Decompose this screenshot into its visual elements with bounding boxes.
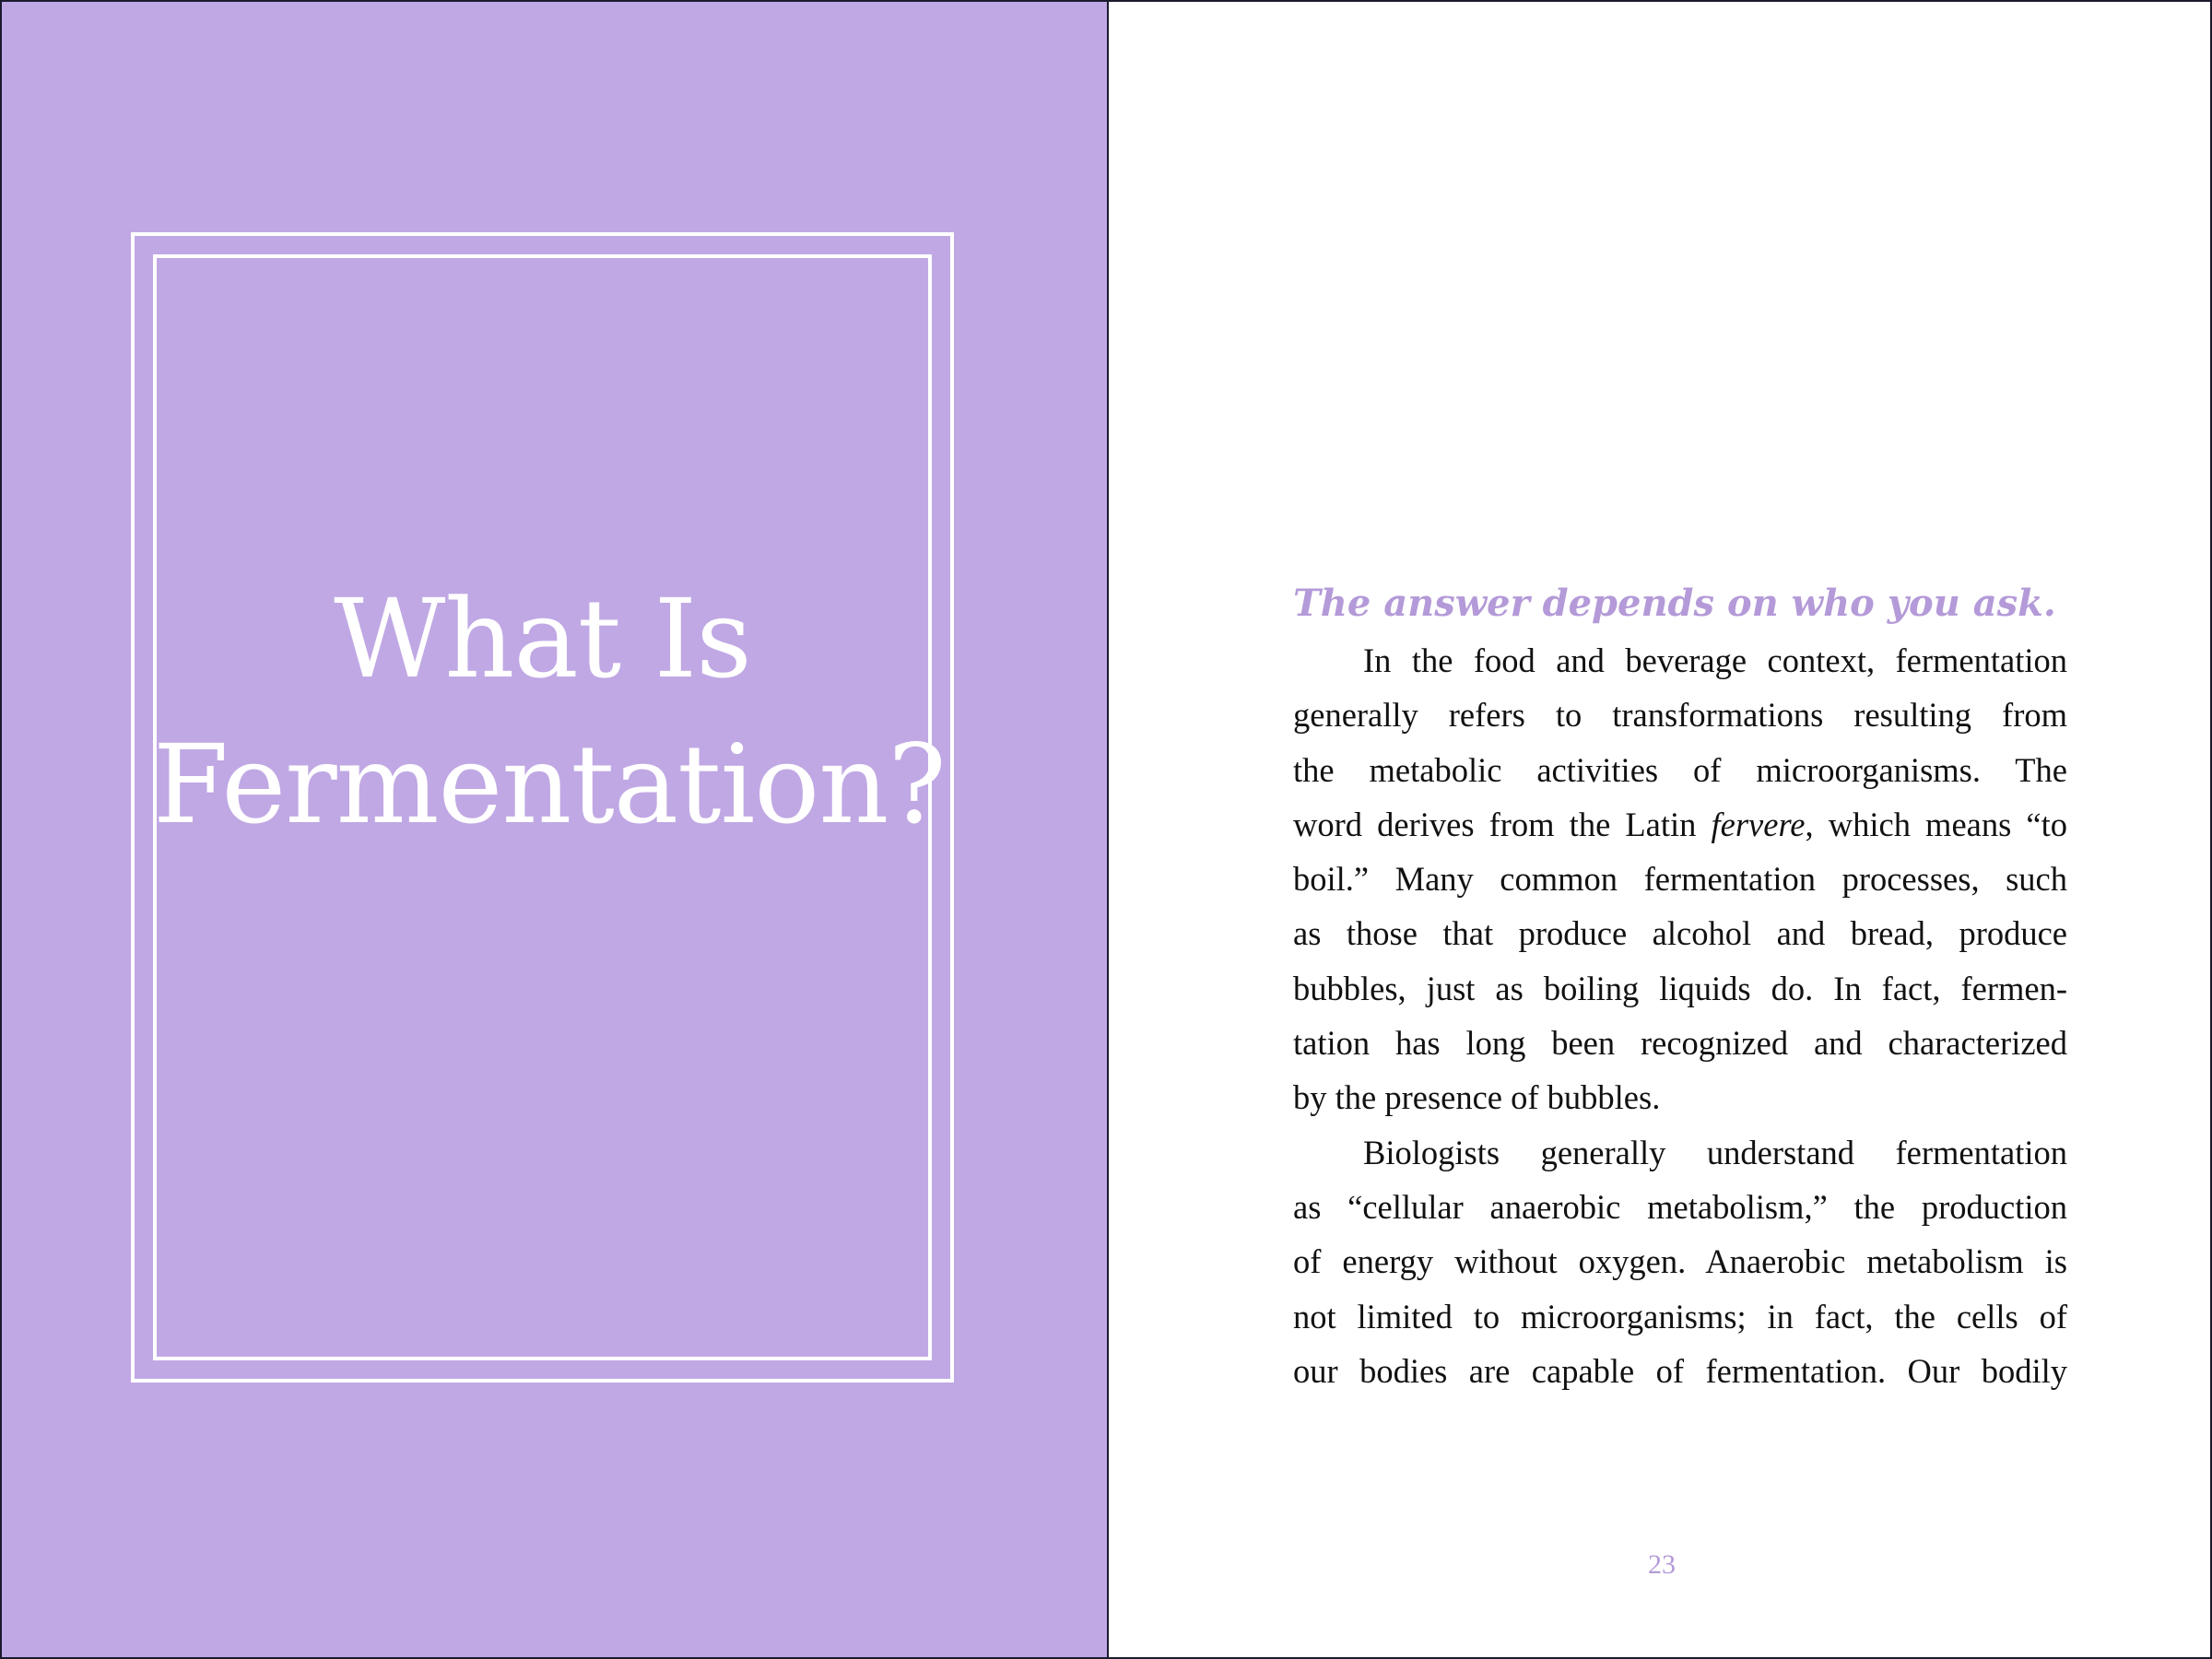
paragraph-1-line-4-end: , which means “to	[1805, 805, 2067, 843]
paragraph-1-line-3: the metabolic activities of microorganisms. The	[1293, 750, 2067, 789]
paragraph-1-line-4-start: word derives from the Latin	[1293, 805, 1697, 843]
paragraph-1-line-7: bubbles, just as boiling liquids do. In fact, fermen-	[1293, 969, 2067, 1007]
paragraph-2-line-2: as “cellular anaerobic metabolism,” the production	[1293, 1187, 2067, 1226]
latin-term-fervere: fervere	[1711, 805, 1806, 843]
paragraph-1-line-5: boil.” Many common fermentation processes, such	[1293, 860, 2067, 899]
paragraph-2-line-5: our bodies are capable of fermentation. Our bodily	[1293, 1351, 2067, 1390]
page-number: 23	[1648, 1549, 1676, 1580]
lead-in-heading: The answer depends on who you ask.	[1293, 582, 2056, 625]
left-page	[2, 2, 1107, 1657]
chapter-title	[153, 566, 946, 857]
paragraph-2-line-3: of energy without oxygen. Anaerobic metabolism is	[1293, 1242, 2067, 1281]
paragraph-2-line-1: Biologists generally understand fermentation	[1363, 1133, 2067, 1171]
chapter-title-line-2: Fermentation?	[153, 721, 946, 848]
paragraph-1-line-9: by the presence of bubbles.	[1293, 1078, 1661, 1117]
paragraph-2-line-4: not limited to microorganisms; in fact, the cells of	[1293, 1297, 2067, 1335]
paragraph-1-line-1: In the food and beverage context, fermentation	[1363, 641, 2067, 679]
chapter-title-line-1: What Is	[334, 575, 751, 702]
right-page	[1109, 2, 2210, 1657]
paragraph-1-line-2: generally refers to transformations resulting from	[1293, 696, 2067, 735]
body-text	[1293, 633, 2067, 1398]
paragraph-1-line-4	[1293, 797, 2067, 852]
paragraph-1-line-8: tation has long been recognized and characterized	[1293, 1024, 2067, 1063]
paragraph-1-line-6: as those that produce alcohol and bread, produce	[1293, 914, 2067, 953]
